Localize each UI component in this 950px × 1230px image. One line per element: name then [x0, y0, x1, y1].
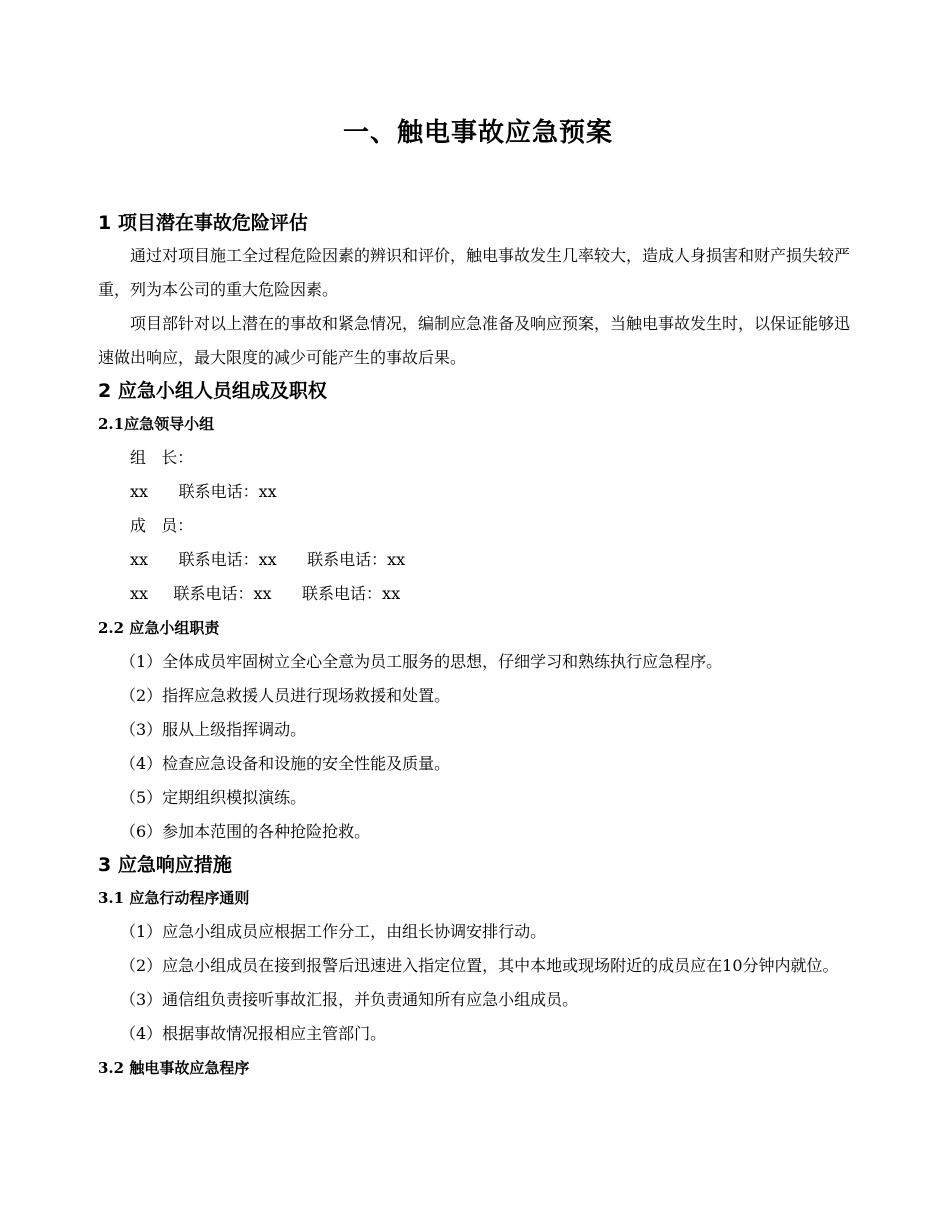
section-3-2-heading: 3.2 触电事故应急程序: [98, 1059, 250, 1077]
section-1-paragraph-1: 通过对项目施工全过程危险因素的辨识和评价，触电事故发生几率较大，造成人身损害和财产损失较严重，列为本公司的重大危险因素。: [98, 246, 851, 299]
section-1-paragraph-2: 项目部针对以上潜在的事故和紧急情况，编制应急准备及响应预案，当触电事故发生时，以保证能够迅速做出响应，最大限度的减少可能产生的事故后果。: [98, 314, 851, 367]
section-3-heading: 3 应急响应措施: [98, 854, 232, 876]
section-2-2-heading: 2.2 应急小组职责: [98, 619, 220, 637]
section-2-heading: 2 应急小组人员组成及职权: [98, 380, 327, 402]
rule-item: （3）通信组负责接听事故汇报，并负责通知所有应急小组成员。: [120, 990, 579, 1009]
duty-item: （1）全体成员牢固树立全心全意为员工服务的思想，仔细学习和熟练执行应急程序。: [120, 652, 723, 671]
leader-label: 组 长：: [130, 448, 194, 467]
section-3-1-heading: 3.1 应急行动程序通则: [98, 889, 250, 907]
duty-item: （5）定期组织模拟演练。: [120, 788, 307, 807]
duty-item: （2）指挥应急救援人员进行现场救援和处置。: [120, 686, 451, 705]
member-label: 成 员：: [130, 516, 194, 535]
leader-contact: xx 联系电话：xx: [130, 482, 277, 501]
member-contact-1: xx 联系电话：xx 联系电话：xx: [130, 550, 406, 569]
section-2-1-heading: 2.1应急领导小组: [98, 415, 215, 433]
section-2: [98, 375, 858, 849]
document-title: 一、触电事故应急预案: [342, 118, 613, 148]
rule-item: （4）根据事故情况报相应主管部门。: [120, 1024, 387, 1043]
rule-item: （2）应急小组成员在接到报警后迅速进入指定位置，其中本地或现场附近的成员应在10分钟内就位。: [120, 956, 839, 975]
duty-item: （4）检查应急设备和设施的安全性能及质量。: [120, 754, 451, 773]
duty-item: （3）服从上级指挥调动。: [120, 720, 307, 739]
section-3: [98, 849, 858, 1085]
rule-item: （1）应急小组成员应根据工作分工，由组长协调安排行动。: [120, 922, 547, 941]
section-1: [98, 207, 858, 375]
member-contact-2: xx 联系电话：xx 联系电话：xx: [130, 584, 401, 603]
duty-item: （6）参加本范围的各种抢险抢救。: [120, 822, 371, 841]
section-1-heading: 1 项目潜在事故危险评估: [98, 212, 308, 234]
